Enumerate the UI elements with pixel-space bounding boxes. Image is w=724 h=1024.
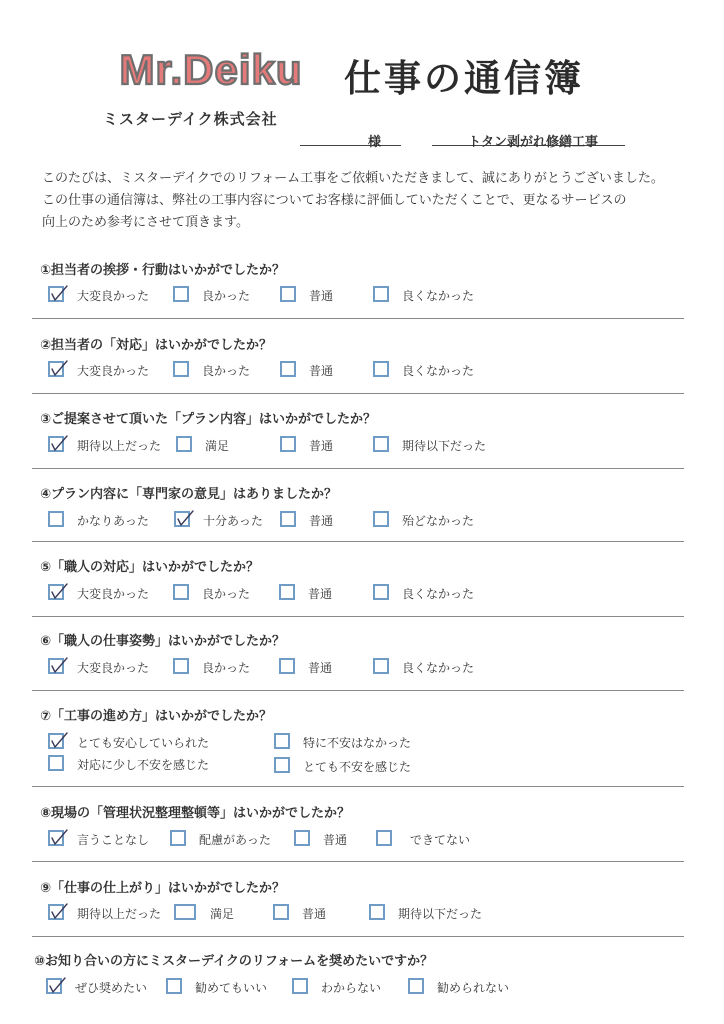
question-4: ④プラン内容に「専門家の意見」はありましたか？ bbox=[40, 487, 338, 502]
checkbox[interactable] bbox=[373, 286, 389, 302]
option-label: 対応に少し不安を感じた bbox=[77, 758, 210, 772]
svg-text:Mr.Deiku: Mr.Deiku bbox=[119, 46, 303, 93]
option-label: 期待以上だった bbox=[77, 907, 162, 921]
checkbox[interactable] bbox=[173, 361, 189, 377]
option-label: できてない bbox=[410, 833, 471, 847]
checkbox[interactable] bbox=[48, 830, 64, 846]
checkbox[interactable] bbox=[48, 511, 64, 527]
checkbox[interactable] bbox=[274, 733, 290, 749]
option-label: ぜひ奨めたい bbox=[75, 981, 148, 995]
checkbox[interactable] bbox=[173, 286, 189, 302]
intro-line: このたびは、ミスターデイクでのリフォーム工事をご依頼いただきまして、誠にありがとうございました。 bbox=[42, 171, 664, 186]
checkbox[interactable] bbox=[274, 757, 290, 773]
checkbox[interactable] bbox=[48, 755, 64, 771]
question-9: ⑨「仕事の仕上がり」はいかがでしたか？ bbox=[40, 881, 286, 896]
section-divider bbox=[32, 318, 684, 319]
checkbox[interactable] bbox=[170, 830, 186, 846]
checkbox[interactable] bbox=[174, 904, 196, 920]
option-label: 良くなかった bbox=[402, 364, 475, 378]
option-label: 良かった bbox=[202, 289, 251, 303]
section-divider bbox=[32, 616, 684, 617]
checkbox[interactable] bbox=[48, 733, 64, 749]
question-1: ①担当者の挨拶・行動はいかがでしたか？ bbox=[40, 263, 286, 278]
check-mark-icon bbox=[48, 282, 70, 304]
option-label: 普通 bbox=[308, 587, 333, 601]
option-label: かなりあった bbox=[77, 514, 149, 528]
section-divider bbox=[32, 861, 684, 862]
question-3: ③ご提案させて頂いた「プラン内容」はいかがでしたか？ bbox=[40, 412, 377, 427]
checkbox[interactable] bbox=[280, 511, 296, 527]
checkbox[interactable] bbox=[48, 436, 64, 452]
section-divider bbox=[32, 541, 684, 542]
option-label: 殆どなかった bbox=[402, 514, 475, 528]
customer-name-line bbox=[300, 145, 401, 146]
option-label: 満足 bbox=[210, 907, 235, 921]
intro-line: この仕事の通信簿は、弊社の工事内容についてお客様に評価していただくことで、更なるサービスの bbox=[42, 193, 627, 208]
option-label: 大変良かった bbox=[77, 364, 150, 378]
check-mark-icon bbox=[48, 654, 70, 676]
checkbox[interactable] bbox=[280, 286, 296, 302]
option-label: 良かった bbox=[202, 661, 251, 675]
check-mark-icon bbox=[48, 826, 70, 848]
question-10: ⑩お知り合いの方にミスターデイクのリフォームを奨めたいですか？ bbox=[34, 954, 434, 969]
checkbox[interactable] bbox=[48, 584, 64, 600]
option-label: 言うことなし bbox=[77, 833, 150, 847]
option-label: 良くなかった bbox=[402, 587, 475, 601]
project-name: トタン剥がれ修繕工事 bbox=[468, 135, 599, 150]
option-label: とても不安を感じた bbox=[303, 760, 412, 774]
intro-text bbox=[42, 168, 692, 234]
checkbox[interactable] bbox=[176, 436, 192, 452]
section-divider bbox=[32, 468, 684, 469]
option-label: 大変良かった bbox=[77, 587, 150, 601]
checkbox[interactable] bbox=[48, 286, 64, 302]
checkbox[interactable] bbox=[48, 658, 64, 674]
intro-line: 向上のため参考にさせて頂きます。 bbox=[42, 215, 249, 230]
check-mark-icon bbox=[48, 729, 70, 751]
option-label: 大変良かった bbox=[77, 289, 150, 303]
option-label: 勧めてもいい bbox=[195, 981, 268, 995]
checkbox[interactable] bbox=[376, 830, 392, 846]
option-label: 満足 bbox=[205, 439, 230, 453]
question-5: ⑤「職人の対応」はいかがでしたか？ bbox=[40, 560, 260, 575]
checkbox[interactable] bbox=[280, 436, 296, 452]
check-mark-icon bbox=[48, 357, 70, 379]
checkbox[interactable] bbox=[373, 658, 389, 674]
checkbox[interactable] bbox=[273, 904, 289, 920]
option-label: 良かった bbox=[202, 364, 251, 378]
question-7: ⑦「工事の進め方」はいかがでしたか？ bbox=[40, 709, 273, 724]
checkbox[interactable] bbox=[373, 361, 389, 377]
section-divider bbox=[32, 786, 684, 787]
checkbox[interactable] bbox=[373, 511, 389, 527]
checkbox[interactable] bbox=[373, 436, 389, 452]
option-label: 十分あった bbox=[203, 514, 263, 528]
section-divider bbox=[32, 690, 684, 691]
checkbox[interactable] bbox=[173, 658, 189, 674]
option-label: 特に不安はなかった bbox=[303, 736, 412, 750]
checkbox[interactable] bbox=[408, 978, 424, 994]
checkbox[interactable] bbox=[46, 978, 62, 994]
option-label: 普通 bbox=[309, 514, 334, 528]
checkbox[interactable] bbox=[280, 361, 296, 377]
company-name: ミスターデイク株式会社 bbox=[103, 110, 278, 128]
checkbox[interactable] bbox=[166, 978, 182, 994]
option-label: 良かった bbox=[202, 587, 251, 601]
option-label: 期待以下だった bbox=[398, 907, 483, 921]
option-label: 期待以下だった bbox=[402, 439, 487, 453]
checkbox[interactable] bbox=[279, 658, 295, 674]
option-label: 普通 bbox=[308, 661, 333, 675]
checkbox[interactable] bbox=[48, 361, 64, 377]
checkbox[interactable] bbox=[373, 584, 389, 600]
option-label: 配慮があった bbox=[199, 833, 271, 847]
company-logo bbox=[86, 42, 336, 98]
option-label: 大変良かった bbox=[77, 661, 150, 675]
check-mark-icon bbox=[174, 507, 196, 529]
option-label: 普通 bbox=[309, 289, 334, 303]
checkbox[interactable] bbox=[294, 830, 310, 846]
check-mark-icon bbox=[48, 580, 70, 602]
option-label: とても安心していられた bbox=[77, 736, 210, 750]
question-2: ②担当者の「対応」はいかがでしたか？ bbox=[40, 338, 273, 353]
section-divider bbox=[32, 936, 684, 937]
document-title: 仕事の通信簿 bbox=[344, 57, 584, 100]
honorific-label: 様 bbox=[368, 135, 382, 150]
option-label: 良くなかった bbox=[402, 289, 475, 303]
option-label: 勧められない bbox=[437, 981, 510, 995]
option-label: 普通 bbox=[302, 907, 327, 921]
checkbox[interactable] bbox=[279, 584, 295, 600]
option-label: 良くなかった bbox=[402, 661, 475, 675]
option-label: 普通 bbox=[323, 833, 348, 847]
question-6: ⑥「職人の仕事姿勢」はいかがでしたか？ bbox=[40, 634, 286, 649]
checkbox[interactable] bbox=[369, 904, 385, 920]
option-label: 普通 bbox=[309, 439, 334, 453]
checkbox[interactable] bbox=[174, 511, 190, 527]
checkbox[interactable] bbox=[173, 584, 189, 600]
option-label: わからない bbox=[321, 981, 382, 995]
option-label: 普通 bbox=[309, 364, 334, 378]
section-divider bbox=[32, 393, 684, 394]
checkbox[interactable] bbox=[292, 978, 308, 994]
checkbox[interactable] bbox=[48, 904, 64, 920]
option-label: 期待以上だった bbox=[77, 439, 162, 453]
check-mark-icon bbox=[48, 900, 70, 922]
check-mark-icon bbox=[46, 974, 68, 996]
question-8: ⑧現場の「管理状況整理整頓等」はいかがでしたか？ bbox=[40, 806, 351, 821]
check-mark-icon bbox=[48, 432, 70, 454]
